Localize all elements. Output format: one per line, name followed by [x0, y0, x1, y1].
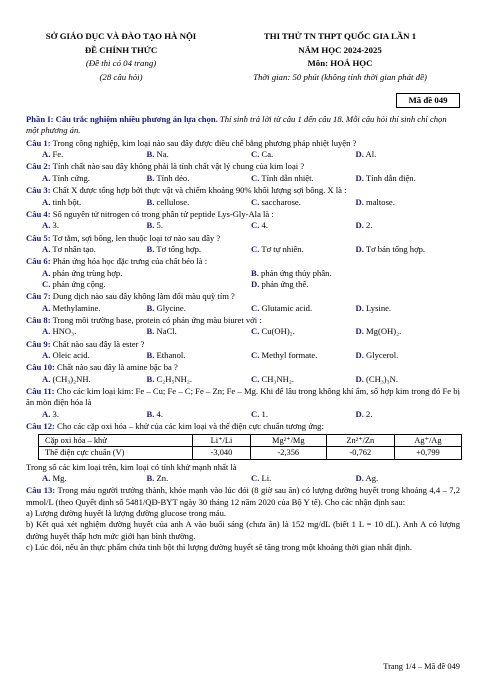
part-instruction: Thí sinh trả lời từ câu 1 đến câu 18. Mỗi câu hỏi thí sinh chỉ chọn một phương án.: [26, 114, 447, 136]
option-letter: A.: [42, 472, 51, 483]
option-text: phản ứng thế.: [261, 278, 309, 289]
option-letter: C.: [251, 243, 260, 254]
school-year: NĂM HỌC 2024-2025: [298, 44, 382, 55]
option-text: tinh bột.: [52, 196, 82, 207]
question-text: Trong công nghiệp, kim loại nào sau đây được điều chế bằng phương pháp nhiệt luyện ?: [52, 137, 357, 148]
option-text: Tính dẫn điện.: [365, 172, 416, 183]
option-text: 1.: [261, 408, 268, 419]
option-text: Cu(OH)₂.: [261, 326, 295, 337]
header-right: [220, 30, 460, 85]
answer-option: [42, 149, 147, 160]
option-letter: D.: [355, 149, 364, 160]
option-text: 3.: [52, 220, 59, 231]
table-cell: Thế điện cực chuẩn (V): [39, 447, 193, 459]
part-title: Phần I: Câu trắc nghiệm nhiều phương án lựa chọn.: [26, 114, 218, 125]
option-letter: D.: [355, 349, 364, 360]
answer-option: [42, 220, 147, 231]
exam-code: Mã đề 049: [396, 93, 460, 109]
question-label: Câu 4:: [26, 208, 51, 219]
answer-option: [356, 473, 461, 484]
answer-options: [26, 268, 460, 291]
answer-option: [147, 303, 252, 314]
answer-option: [42, 326, 147, 337]
part-heading: [26, 114, 460, 137]
option-text: phản ứng thủy phân.: [261, 267, 332, 278]
question-4: [26, 209, 460, 232]
answer-option: [251, 409, 356, 420]
answer-option: [147, 173, 252, 184]
answer-option: [356, 326, 461, 337]
answer-option: [251, 149, 356, 160]
question-label: Câu 10:: [26, 362, 55, 373]
option-letter: C.: [42, 278, 51, 289]
option-text: Oleic acid.: [52, 349, 90, 360]
answer-option: [251, 279, 460, 290]
option-text: Fe.: [52, 149, 64, 160]
option-letter: B.: [146, 302, 155, 313]
option-letter: B.: [146, 196, 155, 207]
answer-option: [147, 374, 252, 385]
page-count-note: (Đề thi có 04 trang): [85, 58, 157, 69]
answer-option: [147, 350, 252, 361]
option-letter: A.: [42, 267, 51, 278]
answer-options: [26, 350, 460, 361]
potential-table: [38, 434, 462, 459]
answer-option: [251, 473, 356, 484]
option-text: Mg.: [52, 472, 67, 483]
answer-option: [42, 244, 147, 255]
option-letter: D.: [355, 220, 364, 231]
question-11: [26, 386, 460, 420]
official-label: ĐỀ CHÍNH THỨC: [84, 44, 158, 55]
question-text: Cho các cặp oxi hóa – khử của các kim loại và thế điện cực chuẩn tương ứng:: [57, 421, 324, 432]
answer-options: [26, 409, 460, 420]
answer-options: [26, 244, 460, 255]
answer-option: [42, 473, 147, 484]
answer-option: [147, 244, 252, 255]
option-letter: A.: [42, 243, 51, 254]
option-text: Mg(OH)₂.: [366, 326, 402, 337]
statement-b: b) Kết quả xét nghiệm đường huyết của anh A vào buổi sáng (chưa ăn) là 152 mg/dL (biết 1 L = 10 dL). Anh A có lượng đường huyết thấp hơn mức giới hạn bình thường.: [26, 519, 460, 541]
option-letter: B.: [146, 349, 155, 360]
option-letter: D.: [355, 172, 364, 183]
option-text: maltose.: [366, 196, 395, 207]
option-letter: B.: [146, 326, 155, 337]
option-letter: D.: [355, 408, 364, 419]
answer-option: [42, 279, 251, 290]
option-text: 3.: [52, 408, 59, 419]
table-cell: Ag⁺/Ag: [394, 435, 461, 447]
question-12: [26, 421, 460, 484]
question-5: [26, 233, 460, 256]
table-header-row: [39, 435, 462, 447]
option-text: (CH₃)₂NH.: [52, 373, 91, 384]
subject: Môn: HOÁ HỌC: [307, 58, 373, 69]
option-letter: B.: [251, 267, 259, 278]
answer-option: [42, 409, 147, 420]
option-text: Al.: [365, 149, 377, 160]
option-letter: C.: [251, 149, 260, 160]
option-letter: A.: [42, 408, 51, 419]
option-letter: A.: [42, 172, 51, 183]
answer-option: [147, 197, 252, 208]
question-1: [26, 138, 460, 161]
answer-option: [251, 220, 356, 231]
question-9: [26, 339, 460, 362]
option-text: phản ứng cộng.: [52, 278, 106, 289]
statement-c: c) Lúc đói, nếu ăn thực phẩm chứa tinh bột thì lượng đường huyết sẽ tăng trong một khoảng thời gian nhất định.: [26, 541, 412, 552]
answer-options: [26, 326, 460, 337]
question-text: Chất nào sau đây là ester ?: [52, 338, 145, 349]
option-text: cellulose.: [156, 196, 190, 207]
option-text: Tính cứng.: [52, 172, 90, 183]
question-10: [26, 362, 460, 385]
question-followup: Trong số các kim loại trên, kim loại có tính khử mạnh nhất là: [26, 461, 237, 472]
time-limit: Thời gian: 50 phút (không tính thời gian phát đề): [253, 71, 427, 82]
answer-option: [147, 220, 252, 231]
department-name: SỞ GIÁO DỤC VÀ ĐÀO TẠO HÀ NỘI: [45, 31, 197, 41]
option-text: CH₃NH₂.: [261, 373, 295, 384]
option-text: Ag.: [365, 472, 379, 483]
question-3: [26, 185, 460, 208]
option-text: Glycerol.: [366, 349, 399, 360]
answer-option: [251, 268, 460, 279]
question-text: Phản ứng hóa học đặc trưng của chất béo là :: [52, 256, 208, 267]
answer-option: [147, 149, 252, 160]
option-text: Tơ tự nhiên.: [261, 243, 304, 254]
option-text: phản ứng trùng hợp.: [52, 267, 123, 278]
answer-options: [26, 220, 460, 231]
option-letter: C.: [251, 302, 260, 313]
question-7: [26, 291, 460, 314]
answer-option: [251, 374, 356, 385]
answer-options: [26, 149, 460, 160]
option-text: Tơ bán tổng hợp.: [365, 243, 426, 254]
question-text: Dung dịch nào sau đây không làm đổi màu quỳ tím ?: [52, 291, 235, 302]
answer-option: [356, 303, 461, 314]
option-text: Tính dẫn nhiệt.: [261, 172, 314, 183]
exam-code-box: [26, 93, 460, 109]
answer-option: [42, 350, 147, 361]
option-text: Methyl formate.: [261, 349, 318, 360]
answer-option: [251, 197, 356, 208]
exam-header: [26, 30, 460, 85]
answer-option: [251, 326, 356, 337]
question-label: Câu 5:: [26, 232, 51, 243]
option-text: Ethanol.: [156, 349, 186, 360]
exam-title: THI THỬ TN THPT QUỐC GIA LẦN 1: [263, 31, 417, 41]
option-letter: C.: [251, 220, 260, 231]
option-letter: B.: [146, 172, 155, 183]
table-cell: Zn²⁺/Zn: [326, 435, 394, 447]
option-letter: B.: [146, 220, 155, 231]
option-text: Glycine.: [156, 302, 186, 313]
option-text: Lysine.: [366, 302, 392, 313]
question-label: Câu 9:: [26, 338, 51, 349]
question-2: [26, 161, 460, 184]
answer-option: [356, 244, 461, 255]
question-label: Câu 1:: [26, 137, 51, 148]
statement-a: a) Lượng đường huyết là lượng đường glucose trong máu.: [26, 507, 227, 518]
option-text: 2.: [366, 220, 373, 231]
question-label: Câu 11:: [26, 386, 55, 397]
question-text: Chất X được tổng hợp bởi thực vật và chiếm khoảng 90% khối lượng sợi bông. X là :: [52, 185, 347, 196]
question-list: [26, 138, 460, 484]
answer-option: [147, 409, 252, 420]
answer-options: [26, 173, 460, 184]
question-text: Cho các kim loại kim: Fe – Cu; Fe – C; Fe – Zn; Fe – Mg. Khi để lâu trong không khí ẩm, số hợp kim trong đó Fe bị ăn mòn điện hóa là: [26, 386, 460, 408]
answer-option: [147, 326, 252, 337]
table-cell: Cặp oxi hóa – khử: [39, 435, 193, 447]
option-text: saccharose.: [261, 196, 301, 207]
answer-option: [42, 173, 147, 184]
option-letter: A.: [42, 326, 51, 337]
option-letter: D.: [355, 373, 364, 384]
table-cell: +0,799: [394, 447, 461, 459]
answer-options: [26, 303, 460, 314]
option-letter: D.: [355, 243, 364, 254]
question-8: [26, 315, 460, 338]
option-text: 5.: [156, 220, 163, 231]
answer-option: [356, 409, 461, 420]
option-letter: B.: [146, 373, 155, 384]
table-row: [39, 447, 462, 459]
option-text: Ca.: [261, 149, 274, 160]
answer-option: [251, 350, 356, 361]
option-letter: B.: [146, 243, 155, 254]
option-text: C₂H₅NH₂.: [156, 373, 193, 384]
answer-option: [356, 220, 461, 231]
table-cell: Mg²⁺/Mg: [250, 435, 326, 447]
option-text: Tơ nhân tạo.: [52, 243, 96, 254]
option-letter: C.: [251, 373, 260, 384]
option-text: NaCl.: [156, 326, 177, 337]
answer-options: [26, 473, 460, 484]
option-letter: C.: [251, 172, 260, 183]
option-letter: C.: [251, 326, 260, 337]
question-label: Câu 13:: [26, 485, 56, 496]
option-letter: A.: [42, 349, 51, 360]
table-cell: Li⁺/Li: [193, 435, 251, 447]
answer-option: [356, 173, 461, 184]
answer-options: [26, 197, 460, 208]
option-letter: C.: [251, 472, 260, 483]
option-letter: D.: [251, 278, 260, 289]
option-letter: A.: [42, 302, 51, 313]
option-text: (CH₃)₃N.: [366, 373, 399, 384]
option-letter: B.: [146, 472, 155, 483]
answer-option: [147, 473, 252, 484]
question-13: [26, 485, 460, 553]
table-cell: -3,040: [193, 447, 251, 459]
option-letter: A.: [42, 220, 51, 231]
question-text: Tơ tằm, sợi bông, len thuộc loại tơ nào sau đây ?: [52, 232, 221, 243]
option-text: 4.: [261, 220, 268, 231]
option-text: Methylamine.: [52, 302, 101, 313]
answer-option: [356, 374, 461, 385]
option-letter: A.: [42, 149, 51, 160]
question-text: Chất nào sau đây là amine bậc ba ?: [57, 362, 178, 373]
answer-option: [356, 149, 461, 160]
answer-option: [42, 374, 147, 385]
question-label: Câu 2:: [26, 161, 51, 172]
option-letter: C.: [251, 349, 260, 360]
answer-option: [42, 303, 147, 314]
option-text: Tơ tổng hợp.: [156, 243, 202, 254]
question-label: Câu 7:: [26, 291, 51, 302]
option-text: 2.: [366, 408, 373, 419]
option-letter: D.: [355, 326, 364, 337]
option-text: HNO₃.: [52, 326, 77, 337]
option-letter: A.: [42, 373, 51, 384]
option-letter: D.: [355, 302, 364, 313]
answer-option: [356, 197, 461, 208]
option-text: Zn.: [156, 472, 169, 483]
question-6: [26, 256, 460, 290]
question-text: Trong môi trường base, protein có phản ứng màu biuret với :: [52, 314, 262, 325]
answer-option: [251, 244, 356, 255]
header-left: [26, 30, 216, 85]
answer-option: [251, 173, 356, 184]
page-footer: Trang 1/4 – Mã đề 049: [383, 661, 460, 671]
answer-option: [42, 197, 147, 208]
table-cell: -2,356: [250, 447, 326, 459]
table-cell: -0,762: [326, 447, 394, 459]
option-letter: C.: [251, 196, 260, 207]
option-text: 4.: [156, 408, 163, 419]
option-letter: D.: [355, 196, 364, 207]
option-letter: B.: [146, 408, 155, 419]
question-label: Câu 6:: [26, 256, 51, 267]
question-count-note: (28 câu hỏi): [99, 71, 143, 82]
answer-option: [251, 303, 356, 314]
option-letter: B.: [146, 149, 155, 160]
question-text: Trong máu người trưởng thành, khỏe mạnh vào lúc đói (8 giờ sau ăn) có lượng đường huyết trong khoảng 4,4 – 7,2 mmol/L (theo Quyết định số 5481/QĐ-BYT ngày 30 tháng 12 năm 2020 của Bộ Y tế). Cho các nhận định sau:: [26, 485, 461, 507]
answer-options: [26, 374, 460, 385]
answer-option: [356, 350, 461, 361]
option-letter: C.: [251, 408, 260, 419]
question-label: Câu 8:: [26, 314, 51, 325]
option-text: Glutamic acid.: [261, 302, 313, 313]
option-text: Tính dẻo.: [156, 172, 190, 183]
option-letter: A.: [42, 196, 51, 207]
question-text: Tính chất nào sau đây không phải là tính chất vật lý chung của kim loại ?: [52, 161, 305, 172]
question-label: Câu 3:: [26, 185, 51, 196]
option-text: Li.: [261, 472, 272, 483]
option-letter: D.: [355, 472, 364, 483]
question-text: Số nguyên tử nitrogen có trong phân tử peptide Lys-Gly-Ala là :: [52, 208, 274, 219]
question-label: Câu 12:: [26, 421, 55, 432]
answer-option: [42, 268, 251, 279]
option-text: Na.: [156, 149, 169, 160]
